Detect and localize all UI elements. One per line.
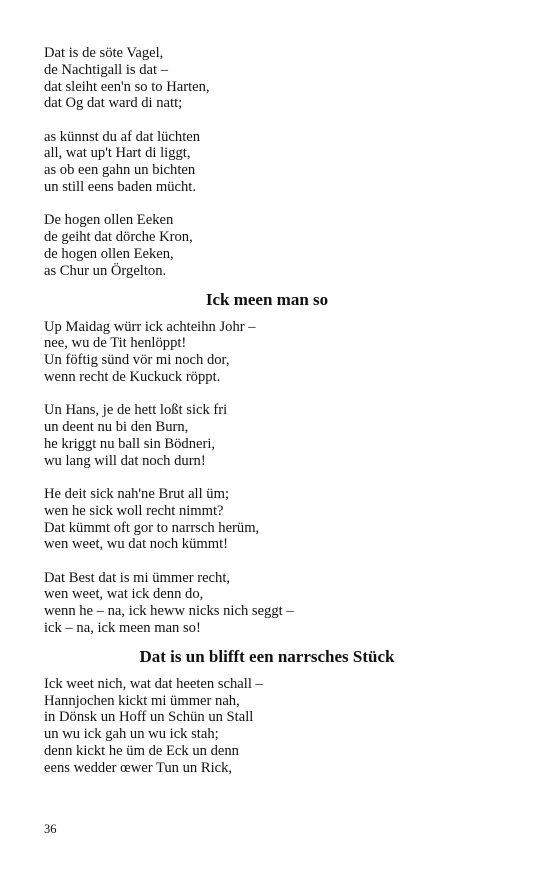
verse-line: wen weet, wat ick denn do, xyxy=(44,586,204,603)
verse-line: dat sleiht een'n so to Harten, xyxy=(44,78,210,95)
verse-line: wu lang will dat noch durn! xyxy=(44,452,206,469)
poem-continuation xyxy=(44,45,490,280)
verse-line: ick – na, ick meen man so! xyxy=(44,620,201,637)
verse-line: Up Maidag würr ick achteihn Johr – xyxy=(44,318,256,335)
verse-line: wenn recht de Kuckuck röppt. xyxy=(44,368,221,385)
verse-line: Dat kümmt oft gor to narrsch herüm, xyxy=(44,519,260,536)
verse-line: Hannjochen kickt mi ümmer nah, xyxy=(44,692,240,709)
verse-line: nee, wu de Tit henlöppt! xyxy=(44,335,187,352)
stanza xyxy=(44,45,490,112)
stanza xyxy=(44,129,490,196)
verse-line: De hogen ollen Eeken xyxy=(44,212,174,229)
verse-line: all, wat up't Hart di liggt, xyxy=(44,145,191,162)
stanza xyxy=(44,212,490,279)
verse-line: un still eens baden mücht. xyxy=(44,179,196,196)
verse-line: de hogen ollen Eeken, xyxy=(44,245,174,262)
page-body xyxy=(44,45,490,777)
verse-line: un wu ick gah un wu ick stah; xyxy=(44,726,219,743)
stanza xyxy=(44,486,490,553)
poem-title: Dat is un blifft een narrsches Stück xyxy=(139,646,395,666)
verse-line: denn kickt he üm de Eck un denn xyxy=(44,743,239,759)
verse-line: as künnst du af dat lüchten xyxy=(44,128,201,145)
verse-line: eens wedder œwer Tun un Rick, xyxy=(44,759,233,776)
stanza xyxy=(44,319,490,386)
verse-line: wenn he – na, ick heww nicks nich seggt – xyxy=(44,603,294,620)
poem xyxy=(44,290,490,637)
poem xyxy=(44,647,490,777)
verse-line: in Dönsk un Hoff un Schün un Stall xyxy=(44,709,254,726)
verse-line: un deent nu bi den Burn, xyxy=(44,419,189,436)
verse-line: Un Hans, je de hett loßt sick fri xyxy=(44,402,228,419)
verse-line: dat Og dat ward di natt; xyxy=(44,95,183,112)
verse-line: Un föftig sünd vör mi noch dor, xyxy=(44,352,230,369)
page-number: 36 xyxy=(44,822,57,836)
verse-line: as ob een gahn un bichten xyxy=(44,162,196,179)
stanza xyxy=(44,570,490,637)
stanza xyxy=(44,676,490,777)
verse-line: Ick weet nich, wat dat heeten schall – xyxy=(44,675,263,692)
verse-line: He deit sick nah'ne Brut all üm; xyxy=(44,485,230,502)
verse-line: as Chur un Örgelton. xyxy=(44,262,167,279)
stanza xyxy=(44,402,490,469)
verse-line: he kriggt nu ball sin Bödneri, xyxy=(44,435,216,452)
verse-line: de geiht dat dörche Kron, xyxy=(44,229,193,246)
verse-line: Dat is de söte Vagel, xyxy=(44,45,164,61)
verse-line: de Nachtigall is dat – xyxy=(44,61,169,78)
verse-line: wen weet, wu dat noch kümmt! xyxy=(44,536,228,553)
verse-line: Dat Best dat is mi ümmer recht, xyxy=(44,569,231,586)
poem-title: Ick meen man so xyxy=(205,289,329,309)
verse-line: wen he sick woll recht nimmt? xyxy=(44,502,224,519)
